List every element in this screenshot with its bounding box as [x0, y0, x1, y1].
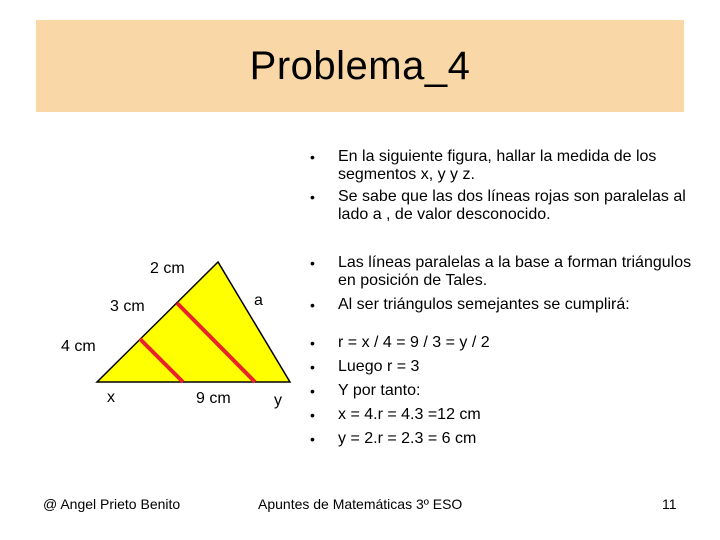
label-3cm: 3 cm [110, 298, 145, 315]
footer-course: Apuntes de Matemáticas 3º ESO [258, 496, 463, 512]
footer-author: @ Angel Prieto Benito [43, 496, 181, 512]
bullet-item: • x = 4.r = 4.3 =12 cm [306, 406, 696, 424]
slide-title: Problema_4 [249, 43, 471, 88]
bullet-item: • Se sabe que las dos líneas rojas son paralelas al lado a , de valor desconocido. [306, 188, 696, 224]
bullet-item: • r = x / 4 = 9 / 3 = y / 2 [306, 334, 696, 352]
label-2cm: 2 cm [150, 260, 185, 277]
label-a: a [254, 292, 263, 309]
bullet-item: • Luego r = 3 [306, 358, 696, 376]
bullet-item: • Y por tanto: [306, 382, 696, 400]
bullet-item: • Las líneas paralelas a la base a forman triángulos en posición de Tales. [306, 254, 696, 290]
label-x: x [107, 389, 115, 406]
footer-page-number: 11 [662, 496, 677, 512]
label-4cm: 4 cm [61, 338, 96, 355]
bullet-item: • y = 2.r = 2.3 = 6 cm [306, 430, 696, 448]
bullet-item: • Al ser triángulos semejantes se cumplirá: [306, 296, 696, 314]
label-9cm: 9 cm [196, 390, 231, 407]
bullet-item: • En la siguiente figura, hallar la medida de los segmentos x, y y z. [306, 148, 696, 184]
label-y: y [274, 392, 282, 409]
